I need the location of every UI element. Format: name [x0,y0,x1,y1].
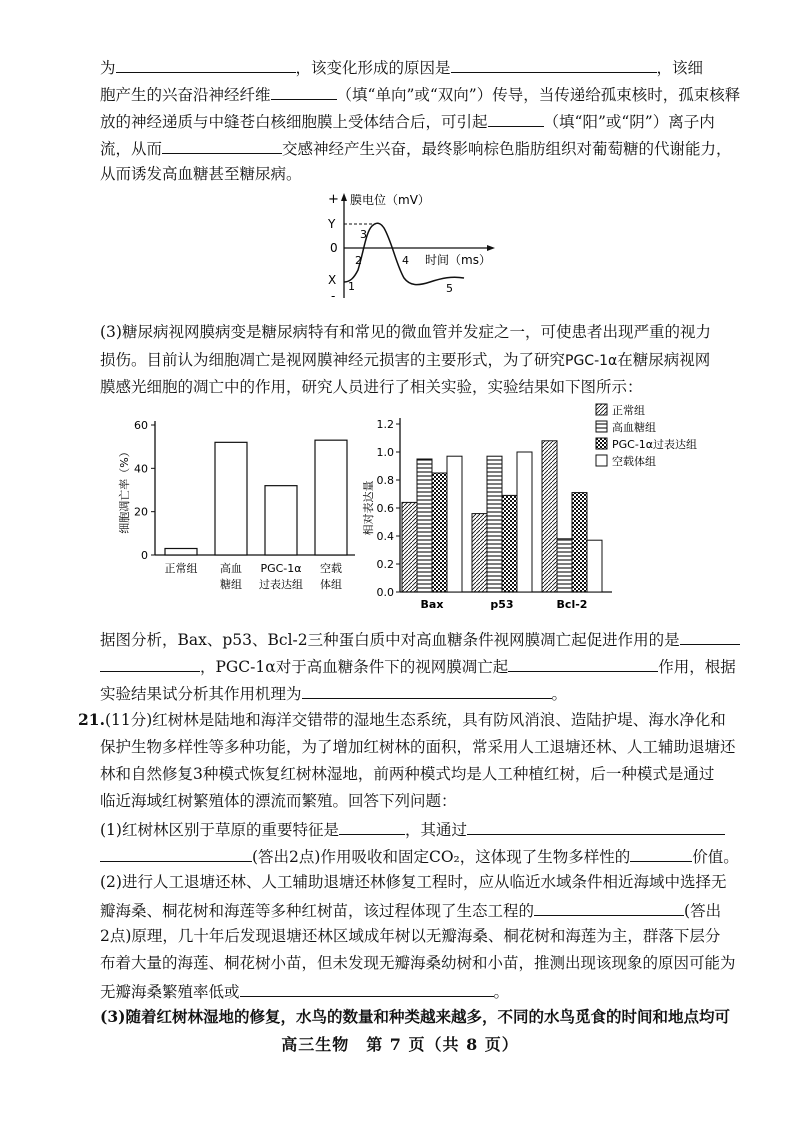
y-tick-label: 0.4 [376,530,394,543]
answer-blank[interactable] [302,682,552,699]
legend-swatch [596,421,607,432]
answer-blank[interactable] [162,137,282,154]
y-tick-label: 0.2 [376,558,394,571]
category-label: 高血 [220,562,242,575]
category-label: 体组 [320,578,342,591]
bar [432,473,447,592]
bar [165,549,197,556]
y-tick-label: 0.0 [376,586,394,599]
text: 流，从而 [100,140,163,158]
text: (1)红树林区别于草原的重要特征是 [100,821,339,839]
bar [587,540,602,592]
relative-expression-chart [360,398,730,618]
bar [487,456,502,592]
category-label: 空载 [320,562,342,575]
category-label: 过表达组 [259,578,303,591]
graph-minus: - [331,289,336,303]
text: 林和自然修复3种模式恢复红树林湿地，前两种模式均是人工种植红树，后一种模式是通过 [100,765,715,783]
text: 价值。 [692,848,739,866]
text: 2点)原理，几十年后发现退塘还林区域成年树以无瓣海桑、桐花树和海莲为主，群落下层分 [100,927,721,945]
bar [417,459,432,592]
answer-blank[interactable] [100,655,200,672]
question-number: 21. [78,710,105,729]
q21-part2-line-1 [100,872,726,892]
legend-label: PGC-1α过表达组 [612,438,698,451]
text: PGC-1α [565,353,618,369]
graph-point-3: 3 [360,228,367,241]
q21-part2-line-5 [100,980,509,1002]
graph-point-4: 4 [402,254,409,267]
text: ，PGC-1α对于高血糖条件下的视网膜凋亡起 [200,658,509,676]
q21-part3-line-1 [100,1007,730,1027]
bar [517,452,532,592]
text: 据图分析，Bax、p53、Bcl-2三种蛋白质中对高血糖条件视网膜凋亡起促进作用的是 [100,631,680,649]
text: 。 [551,685,568,703]
text: (11分)红树林是陆地和海洋交错带的湿地生态系统，具有防风消浪、造陆护堤、海水净化和 [104,711,726,729]
text: 损伤。目前认为细胞凋亡是视网膜神经元损害的主要形式，为了研究 [100,351,566,369]
text: 作用，根据 [658,658,736,676]
q20-3b-line-3 [100,682,567,704]
q20-line-3 [100,110,715,132]
apoptosis-rate-chart [110,410,360,620]
category-label: PGC-1α [260,562,302,575]
y-tick-label: 1.2 [376,418,394,431]
text: 为 [100,59,116,77]
q20-line-2 [100,83,740,105]
q21-part2-line-4 [100,953,736,973]
text: ，该细 [656,59,704,77]
text: （填“阳”或“阴”）离子内 [543,113,715,131]
bar [402,502,417,592]
q20-line-1 [100,56,703,78]
y-tick-label: 0.6 [376,502,394,515]
graph-x-mark: X [328,273,337,287]
graph-ylabel: 膜电位（mV） [350,193,430,207]
text: (3)糖尿病视网膜病变是糖尿病特有和常见的微血管并发症之一，可使患者出现严重的视力 [100,323,711,341]
text: 放的神经递质与中缝苍白核细胞膜上受体结合后，可引起 [100,113,488,131]
text: （填“单向”或“双向”）传导，当传递给孤束核时，孤束核释 [336,86,741,104]
legend-swatch [596,455,607,466]
bar [315,440,347,555]
answer-blank[interactable] [534,899,684,916]
text: (2)进行人工退塘还林、人工辅助退塘还林修复工程时，应从临近水域条件相近海域中选择无 [100,873,727,891]
q20-3-line-2 [100,350,710,371]
q21-part1-line-1 [100,818,725,840]
text: ，该变化形成的原因是 [295,59,451,77]
text: 在糖尿病视网 [617,351,711,369]
q21-part2-line-2 [100,899,721,921]
category-label: 糖组 [220,578,242,591]
text: (答出2点)作用吸收和固定CO₂，这体现了生物多样性的 [252,848,631,866]
text: 布着大量的海莲、桐花树小苗，但未发现无瓣海桑幼树和小苗，推测出现该现象的原因可能为 [100,954,736,972]
y-tick-label: 1.0 [376,446,394,459]
y-tick-label: 0.8 [376,474,394,487]
graph-y-mark: Y [328,217,336,231]
bar [447,456,462,592]
text: ，其通过 [404,821,467,839]
answer-blank[interactable] [240,980,494,997]
answer-blank[interactable] [467,818,725,835]
legend-swatch [596,438,607,449]
category-label: Bcl-2 [556,598,588,611]
bar [502,495,517,592]
q21-line-4 [100,791,457,811]
text: 交感神经产生兴奋，最终影响棕色脂肪组织对葡萄糖的代谢能力， [282,140,732,158]
page-footer: 高三生物 第 7 页（共 8 页） [281,1035,519,1054]
y-tick-label: 20 [134,505,148,519]
answer-blank[interactable] [630,845,692,862]
y-tick-label: 60 [134,419,148,432]
q21-part1-line-2 [100,845,739,867]
text: 膜感光细胞的凋亡中的作用，研究人员进行了相关实验，实验结果如下图所示： [100,378,643,396]
graph-zero: 0 [330,241,338,255]
q21-line-2 [100,737,736,757]
membrane-potential-graph [300,190,520,310]
text: (答出 [684,902,722,920]
answer-blank[interactable] [508,655,658,672]
text: 临近海域红树繁殖体的漂流而繁殖。回答下列问题： [100,792,457,810]
bar [215,442,247,555]
answer-blank[interactable] [339,818,405,835]
q21-line-1 [78,710,726,730]
answer-blank[interactable] [451,56,657,73]
bar [557,539,572,592]
y-axis-label: 相对表达量 [362,480,375,536]
bar [472,514,487,592]
answer-blank[interactable] [271,83,337,100]
category-label: p53 [490,598,514,611]
graph-point-1: 1 [348,280,355,293]
text: 无瓣海桑繁殖率低或 [100,983,240,1001]
q21-line-3 [100,764,714,784]
text: 瓣海桑、桐花树和海莲等多种红树苗，该过程体现了生态工程的 [100,902,535,920]
category-label: Bax [420,598,444,611]
legend-label: 空载体组 [612,455,656,468]
q21-part2-line-3 [100,926,720,946]
answer-blank[interactable] [680,628,740,645]
legend-swatch [596,404,607,415]
q20-3b-line-2 [100,655,736,677]
legend-label: 正常组 [612,404,645,417]
bar [542,441,557,592]
q20-line-5 [100,164,302,184]
text: 胞产生的兴奋沿神经纤维 [100,86,271,104]
answer-blank[interactable] [488,110,544,127]
bar [572,493,587,592]
answer-blank[interactable] [116,56,296,73]
q20-3b-line-1 [100,628,740,650]
q20-line-4 [100,137,732,159]
y-tick-label: 0 [141,549,148,562]
q20-3-line-1 [100,322,711,342]
text: 保护生物多样性等多种功能，为了增加红树林的面积，常采用人工退塘还林、人工辅助退塘还 [100,738,736,756]
text: 实验结果试分析其作用机理为 [100,685,302,703]
legend-label: 高血糖组 [612,421,656,434]
graph-plus: + [328,192,339,207]
text: 。 [493,983,510,1001]
graph-xlabel: 时间（ms） [425,253,491,267]
y-axis-label: 细胞凋亡率（%） [118,446,131,534]
graph-point-2: 2 [355,254,362,267]
bar [265,486,297,555]
y-tick-label: 40 [134,462,148,476]
text: 从而诱发高血糖甚至糖尿病。 [100,165,302,183]
q20-3-line-3 [100,377,643,397]
text: (3)随着红树林湿地的修复，水鸟的数量和种类越来越多，不同的水鸟觅食的时间和地点均可 [100,1007,730,1026]
category-label: 正常组 [164,562,198,575]
answer-blank[interactable] [100,845,252,862]
graph-point-5: 5 [446,282,453,295]
